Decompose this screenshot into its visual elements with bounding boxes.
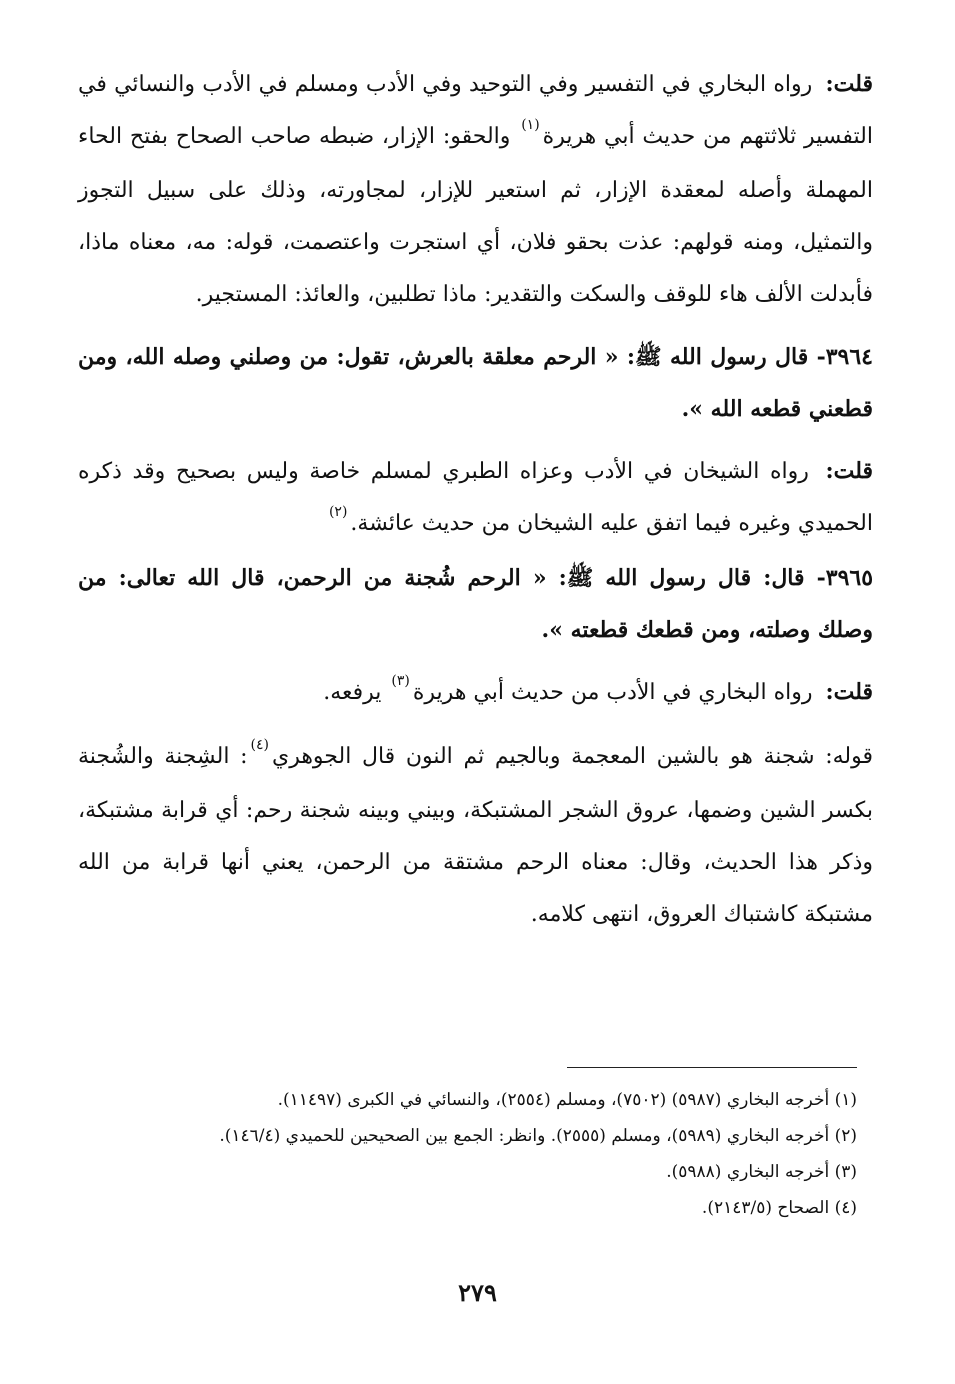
footnote-1: (١) أخرجه البخاري (٥٩٨٧) (٧٥٠٢)، ومسلم (٢٥٥٤)، والنسائي في الكبرى (١١٤٩٧). (277, 1090, 857, 1110)
footnote-ref[interactable]: (٤) (250, 737, 269, 753)
footnote-ref[interactable]: (٢) (328, 504, 348, 520)
commentary-lead: قلت: (825, 679, 873, 705)
commentary-text-cont: والحقو: الإزار، ضبطه صاحب الصحاح بفتح الحاء المهملة وأصله لمعقدة الإزار، ثم استعير للإزار، لمجاورته، وذلك على سبيل التجوز والتمثيل، ومنه قولهم: عذت بحقو فلان، أي استجرت واعتصمت، قوله: مه، معناه ماذا، فأبدلت الألف هاء للوقف والسكت والتقدير: ماذا تطلبين، والعائذ: المستجير. (78, 124, 873, 307)
footnote-2: (٢) أخرجه البخاري (٥٩٨٩)، ومسلم (٢٥٥٥). وانظر: الجمع بين الصحيحين للحميدي (١٤٦/٤). (219, 1126, 857, 1146)
page-number: ٢٧٩ (458, 1278, 497, 1307)
commentary-text: رواه البخاري في الأدب من حديث أبي هريرة (412, 680, 813, 705)
commentary-text: رواه الشيخان في الأدب وعزاه الطبري لمسلم خاصة وليس بصحيح وقد ذكره الحميدي وغيره فيما اتفق عليه الشيخان من حديث عائشة. (78, 459, 873, 536)
commentary-lead: قلت: (825, 458, 873, 484)
commentary-text-cont: يرفعه. (323, 680, 389, 705)
footnote-ref[interactable]: (١) (521, 117, 540, 133)
footnote-3: (٣) أخرجه البخاري (٥٩٨٨). (666, 1162, 857, 1182)
footnote-ref[interactable]: (٣) (391, 673, 410, 689)
page-body (78, 58, 873, 941)
commentary-text-cont: : الشِجنة والشُجنة بكسر الشين وضمها، عروق الشجر المشتبكة، وبيني وبينه شجنة رحم: أي قرابة مشتبكة، وذكر هذا الحديث، وقال: معناه الرحم مشتقة من الرحمن، يعني أنها قرابة من الله مشتبكة كاشتباك العروق، انتهى كلامه. (78, 744, 873, 927)
commentary-lead: قلت: (825, 71, 873, 97)
footnotes (90, 1082, 857, 1226)
commentary-text: رواه البخاري في التفسير وفي التوحيد وفي الأدب ومسلم في الأدب والنسائي في التفسير ثلاثتهم من حديث أبي هريرة (78, 72, 873, 149)
footnote-divider (567, 1067, 857, 1068)
commentary-text: قوله: شجنة هو بالشين المعجمة وبالجيم ثم النون قال الجوهري (271, 744, 873, 769)
hadith-3965: ٣٩٦٥- قال: قال رسول الله ﷺ: « الرحم شُجنة من الرحمن، قال الله تعالى: من وصلك وصلته، ومن قطعك قطعته ». (78, 565, 874, 643)
commentary-paragraph (78, 58, 873, 321)
hadith-3964: ٣٩٦٤- قال رسول الله ﷺ: « الرحم معلقة بالعرش، تقول: من وصلني وصله الله، ومن قطعني قطعه الله ». (78, 344, 873, 422)
commentary-paragraph (78, 731, 873, 941)
footnote-4: (٤) الصحاح (٢١٤٣/٥). (701, 1198, 857, 1218)
commentary-paragraph (78, 445, 873, 552)
commentary-paragraph (78, 666, 873, 721)
